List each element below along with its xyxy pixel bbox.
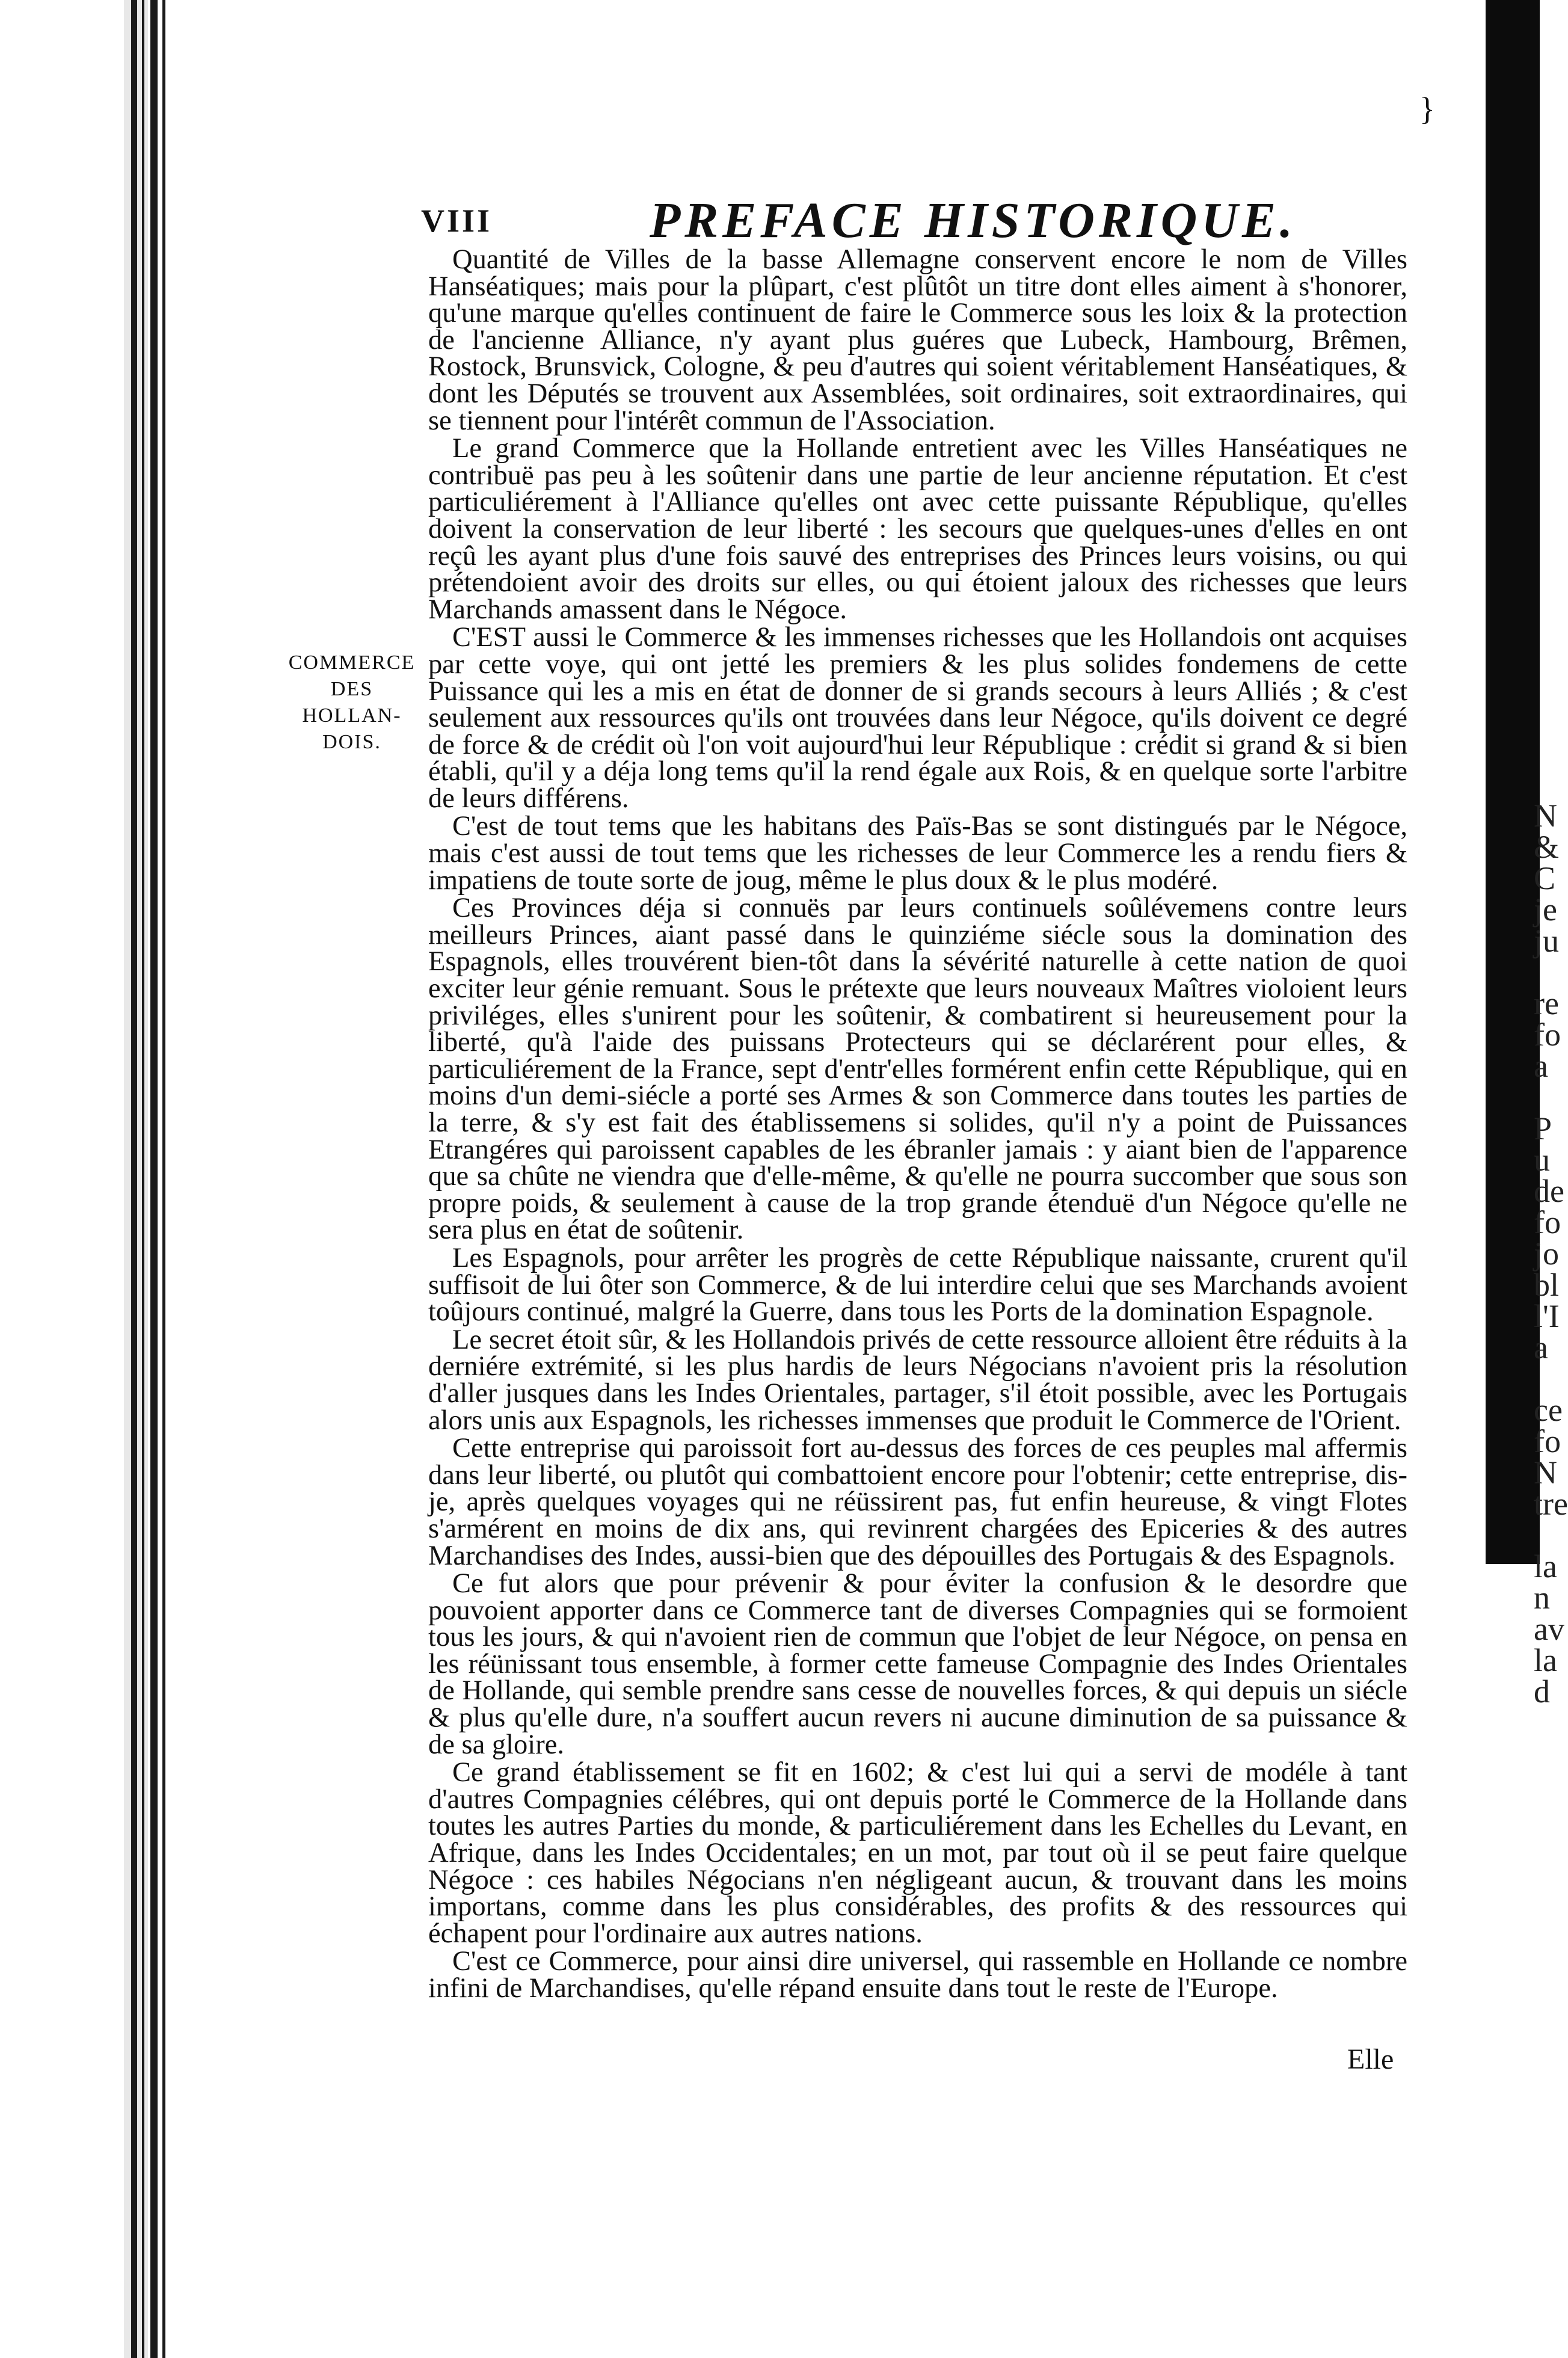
margin-note bbox=[283, 650, 421, 756]
main-text bbox=[428, 244, 1407, 2004]
paragraph: Cette entreprise qui paroissoit fort au-dessus des forces de ces peuples mal affermis dans leur liberté, ou plutôt qui combattoient encore pour l'obtenir; cette entreprise, dis-je, après quelques voyages qui ne réüssirent pas, fut enfin heureuse, & vingt Flotes s'armérent en moins de dix ans, qui revinrent chargées des Epiceries & des autres Marchandises des Indes, aussi-bien que des dépouilles des Portugais & des Espagnols. bbox=[428, 1433, 1407, 1571]
binding-gutter bbox=[0, 0, 174, 2358]
margin-note-line: COMMERCE bbox=[288, 651, 416, 674]
page-shadow bbox=[1486, 0, 1540, 1564]
binding-line bbox=[131, 0, 137, 2358]
page-number: VIII bbox=[421, 203, 493, 239]
paragraph: Ce fut alors que pour prévenir & pour éviter la confusion & le desordre que pouvoient apporter dans ce Commerce tant de diverses Compagnies qui se formoient tous les jours, & qui n'avoient rien de commun que l'objet de leur Négoce, on pensa en les réünissant tous ensemble, à former cette fameuse Compagnie des Indes Orientales de Hollande, qui semble prendre sans cesse de nouvelles forces, & qui depuis un siécle & plus qu'elle dure, n'a souffert aucun revers ni aucune diminution de sa puissance & de sa gloire. bbox=[428, 1568, 1407, 1760]
binding-line bbox=[162, 0, 165, 2358]
binding-line bbox=[150, 0, 158, 2358]
catchword: Elle bbox=[1347, 2043, 1394, 2075]
paragraph: Ces Provinces déja si connuës par leurs continuels soûlévemens contre leurs meilleurs Princes, aiant passé dans le quinziéme siécle sous la domination des Espagnols, elles trouvérent bien-tôt dans la sévérité naturelle à cette nation de quoi exciter leur génie remuant. Sous le prétexte que leurs nouveaux Maîtres violoient leurs priviléges, elles s'unirent pour les soûtenir, & combatirent si heureusement pour la liberté, qu'à l'aide des puissans Protecteurs qui se déclarérent pour elles, & particuliérement de la France, sept d'entr'elles formérent enfin cette République, qui en moins d'un demi-siécle a porté ses Armes & son Commerce dans toutes les parties de la terre, & s'y est fait des établissemens si solides, qu'il n'y a point de Puissances Etrangéres qui paroissent capables de les ébranler jamais : y aiant bien de l'apparence que sa chûte ne viendra que d'elle-même, & qu'elle ne pourra succomber que sous son propre poids, & seulement à cause de la trop grande étenduë d'un Négoce qu'elle ne sera plus en état de soûtenir. bbox=[428, 893, 1407, 1246]
corner-mark: } bbox=[1419, 91, 1435, 127]
binding-line bbox=[142, 0, 144, 2358]
margin-note-line: HOLLAN- bbox=[302, 704, 402, 727]
paragraph: Le secret étoit sûr, & les Hollandois privés de cette ressource alloient être réduits à la derniére extrémité, si les plus hardis de leurs Négocians n'avoient pris la résolution d'aller jusques dans les Indes Orientales, partager, s'il étoit possible, avec les Portugais alors unis aux Espagnols, les richesses immenses que produit le Commerce de l'Orient. bbox=[428, 1324, 1407, 1436]
paragraph: Les Espagnols, pour arrêter les progrès de cette République naissante, crurent qu'il suffisoit de lui ôter son Commerce, & de lui interdire celui que ses Marchands avoient toûjours continué, malgré la Guerre, dans tous les Ports de la domination Espagnole. bbox=[428, 1242, 1407, 1328]
facing-page-fragments: N & C je ju re fo a P u de fo jo bl l'I a ce fo N tre la n av la d bbox=[1534, 798, 1568, 1710]
paragraph: C'est de tout tems que les habitans des Païs-Bas se sont distingués par le Négoce, mais c'est aussi de tout tems que les richesses de leur Commerce les a rendu fiers & impatiens de toute sorte de joug, même le plus doux & le plus modéré. bbox=[428, 811, 1407, 896]
paragraph: Le grand Commerce que la Hollande entretient avec les Villes Hanséatiques ne contribuë pas peu à les soûtenir dans une partie de leur ancienne réputation. Et c'est particuliérement à l'Alliance qu'elles ont avec cette puissante République, qu'elles doivent la conservation de leur liberté : les secours que quelques-unes d'elles en ont reçû les ayant plus d'une fois sauvé des entreprises des Princes leurs voisins, ou qui prétendoient avoir des droits sur elles, ou qui étoient jaloux des richesses que leurs Marchands amassent dans le Négoce. bbox=[428, 433, 1407, 625]
paragraph: C'EST aussi le Commerce & les immenses richesses que les Hollandois ont acquises par cette voye, qui ont jetté les premiers & les plus solides fondemens de cette Puissance qui les a mis en état de donner de si grands secours à leurs Alliés ; & c'est seulement aux ressources qu'ils ont trouvées dans leur Négoce, qu'ils doivent ce degré de force & de crédit où l'on voit aujourd'hui leur République : crédit si grand & si bien établi, qu'il y a déja long tems qu'il la rend égale aux Rois, & en quelque sorte l'arbitre de leurs différens. bbox=[428, 622, 1407, 814]
facing-page-edge bbox=[1468, 0, 1568, 2358]
margin-note-line: DOIS. bbox=[322, 731, 381, 753]
paragraph: Quantité de Villes de la basse Allemagne conservent encore le nom de Villes Hanséatiques; mais pour la plûpart, c'est plûtôt un titre dont elles aiment à s'honorer, qu'une marque qu'elles continuent de faire le Commerce sous les loix & la protection de l'ancienne Alliance, n'y ayant plus guéres que Lubeck, Hambourg, Brêmen, Rostock, Brunsvick, Cologne, & peu d'autres qui soient véritablement Hanséatiques, & dont les Députés se trouvent aux Assemblées, soit ordinaires, soit extraordinaires, qui se tiennent pour l'intérêt commun de l'Association. bbox=[428, 244, 1407, 436]
paragraph: C'est ce Commerce, pour ainsi dire universel, qui rassemble en Hollande ce nombre infini de Marchandises, qu'elle répand ensuite dans tout le reste de l'Europe. bbox=[428, 1946, 1407, 2004]
margin-note-line: DES bbox=[330, 678, 374, 700]
paragraph: Ce grand établissement se fit en 1602; & c'est lui qui a servi de modéle à tant d'autres Compagnies célébres, qui ont depuis porté le Commerce de la Hollande dans toutes les autres Parties du monde, & particuliérement dans les Echelles du Levant, en Afrique, dans les Indes Occidentales; en un mot, par tout où il se peut faire quelque Négoce : ces habiles Négocians n'en négligeant aucun, & trouvant dans les moins importans, comme dans les plus considérables, des profits & des ressources qui échapent pour l'ordinaire aux autres nations. bbox=[428, 1757, 1407, 1949]
running-title: PREFACE HISTORIQUE. bbox=[650, 192, 1297, 248]
